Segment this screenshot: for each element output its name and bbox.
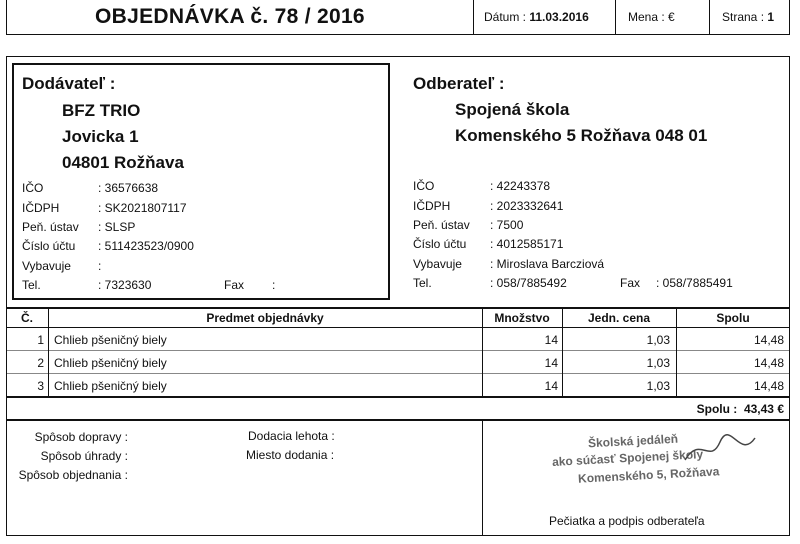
supplier-field: Vybavuje: [22, 259, 71, 273]
page-cell: [709, 0, 789, 34]
supplier-fax-label: Fax: [224, 278, 245, 292]
row-rule: [6, 350, 790, 351]
table-row: 14: [544, 333, 558, 347]
table-row: 3: [37, 379, 44, 393]
table-row: 14: [544, 379, 558, 393]
customer-value: : 4012585171: [490, 237, 564, 251]
customer-section: [398, 63, 788, 300]
customer-field: IČO: [413, 179, 435, 193]
currency-value: €: [668, 10, 675, 24]
table-row: 1: [37, 333, 44, 347]
customer-field: IČDPH: [413, 199, 451, 213]
customer-field: Tel.: [413, 276, 432, 290]
currency-label: Mena :: [628, 10, 665, 24]
table-row: Chlieb pšeničný biely: [54, 356, 167, 370]
stamp-line: ako súčasť Spojenej školy: [551, 447, 704, 469]
table-row: 1,03: [646, 379, 670, 393]
footer-divider: [482, 420, 483, 536]
col-header-total: Spolu: [716, 311, 750, 325]
table-row: Chlieb pšeničný biely: [54, 379, 167, 393]
sum-rule: [6, 419, 790, 421]
table-row: 14,48: [753, 379, 784, 393]
supplier-field: Peň. ústav: [22, 220, 79, 234]
supplier-heading: Dodávateľ :: [22, 74, 116, 93]
supplier-fax-value: :: [272, 278, 276, 292]
currency-cell: [615, 0, 709, 34]
supplier-field: Tel.: [22, 278, 41, 292]
table-row: 1,03: [646, 356, 670, 370]
table-row: Chlieb pšeničný biely: [54, 333, 167, 347]
supplier-street: Jovicka 1: [62, 127, 139, 146]
supplier-field: IČO: [22, 181, 44, 195]
signature-scribble-icon: [680, 430, 760, 470]
supplier-value: :: [98, 259, 102, 273]
date-label: Dátum :: [484, 10, 527, 24]
customer-address: Komenského 5 Rožňava 048 01: [455, 126, 708, 145]
col-header-unit: Jedn. cena: [587, 311, 651, 325]
customer-value: : Miroslava Barcziová: [490, 257, 605, 271]
customer-name: Spojená škola: [455, 100, 570, 119]
order-method-label: Spôsob objednania :: [18, 468, 128, 482]
payment-label: Spôsob úhrady :: [40, 449, 128, 463]
customer-value: : 058/7885492: [490, 276, 567, 290]
customer-field: Číslo účtu: [413, 237, 467, 251]
order-title: OBJEDNÁVKA č. 78 / 2016: [95, 5, 365, 28]
supplier-box: [12, 63, 390, 300]
supplier-city: 04801 Rožňava: [62, 153, 184, 172]
supplier-name: BFZ TRIO: [62, 101, 141, 120]
supplier-value: : SK2021807117: [98, 201, 187, 215]
table-row: 14,48: [753, 333, 784, 347]
signature-label: Pečiatka a podpis odberateľa: [549, 514, 705, 528]
supplier-value: : 511423523/0900: [98, 239, 194, 253]
table-row: 14,48: [753, 356, 784, 370]
page-value: 1: [767, 10, 775, 24]
table-header-rule: [6, 327, 790, 328]
transport-label: Spôsob dopravy :: [34, 430, 128, 444]
date-value: 11.03.2016: [529, 10, 589, 24]
customer-fax-label: Fax: [620, 276, 641, 290]
sum-row: [600, 402, 784, 416]
customer-field: Peň. ústav: [413, 218, 470, 232]
stamp-line: Komenského 5, Rožňava: [577, 464, 720, 486]
customer-fax-value: : 058/7885491: [656, 276, 733, 290]
page-label: Strana :: [722, 10, 765, 24]
col-header-no: Č.: [21, 311, 33, 325]
delivery-term-label: Dodacia lehota :: [248, 429, 335, 443]
col-header-qty: Množstvo: [494, 311, 550, 325]
stamp-line: Školská jedáleň: [587, 431, 679, 451]
row-rule: [6, 373, 790, 374]
customer-value: : 2023332641: [490, 199, 564, 213]
supplier-field: Číslo účtu: [22, 239, 76, 253]
customer-field: Vybavuje: [413, 257, 462, 271]
customer-heading: Odberateľ :: [413, 74, 505, 93]
sum-label: Spolu :: [696, 402, 738, 416]
table-top-rule: [6, 307, 790, 309]
table-row: 1,03: [646, 333, 670, 347]
table-bottom-rule: [6, 396, 790, 398]
sum-value: 43,43 €: [743, 402, 784, 416]
supplier-field: IČDPH: [22, 201, 60, 215]
supplier-value: : 36576638: [98, 181, 159, 195]
delivery-place-label: Miesto dodania :: [246, 448, 335, 462]
supplier-value: : SLSP: [98, 220, 136, 234]
table-row: 2: [37, 356, 44, 370]
supplier-value: : 7323630: [98, 278, 152, 292]
date-cell: [473, 0, 615, 34]
col-header-item: Predmet objednávky: [206, 311, 324, 325]
customer-value: : 42243378: [490, 179, 551, 193]
header-bar: [6, 0, 790, 35]
table-row: 14: [544, 356, 558, 370]
customer-value: : 7500: [490, 218, 524, 232]
